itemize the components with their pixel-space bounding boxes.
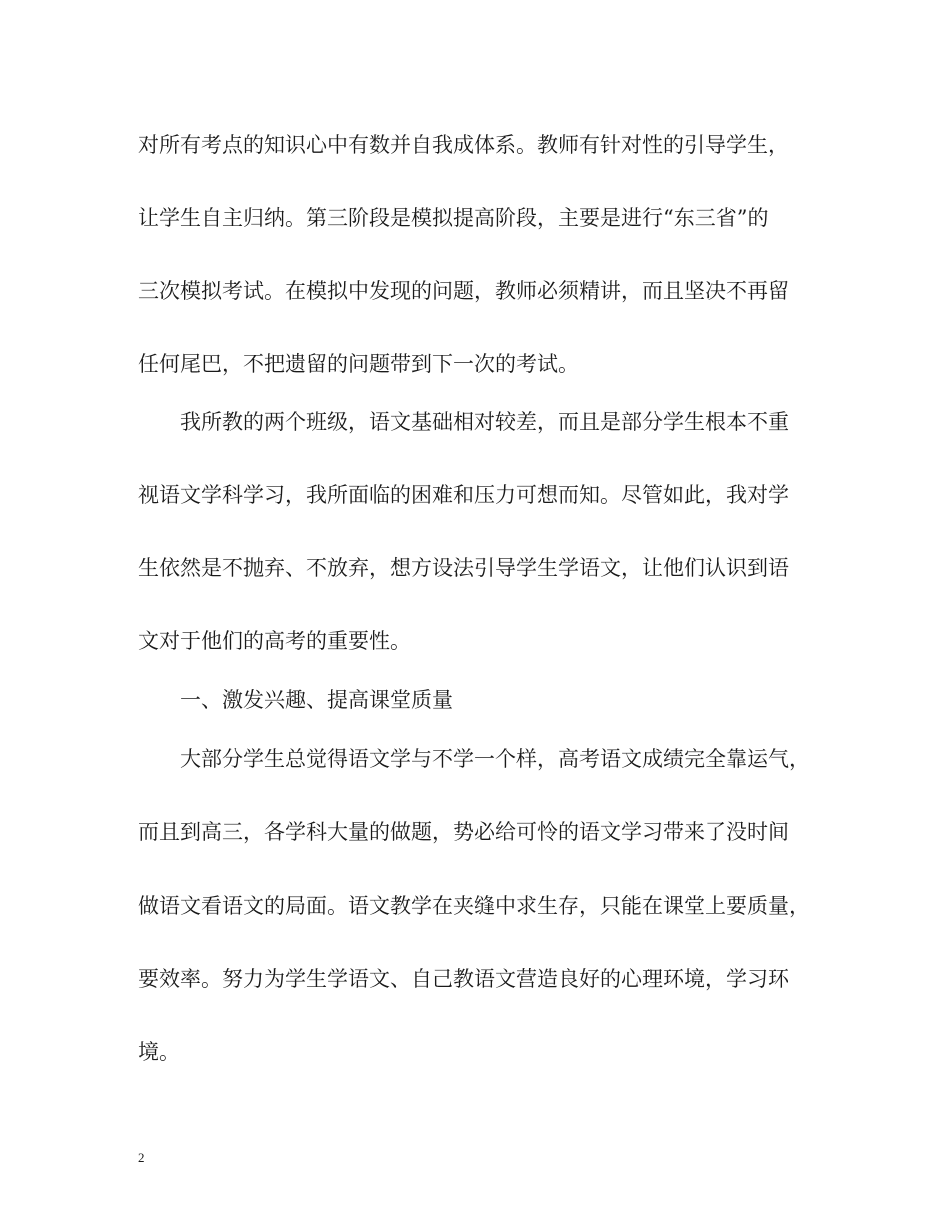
section-heading: 一、激发兴趣、提高课堂质量	[180, 688, 453, 712]
text-line-5: 我所教的两个班级，语文基础相对较差，而且是部分学生根本不重	[180, 410, 789, 434]
text-line-3: 三次模拟考试。在模拟中发现的问题，教师必须精讲，而且坚决不再留	[138, 279, 789, 303]
text-line-6: 视语文学科学习，我所面临的困难和压力可想而知。尽管如此，我对学	[138, 483, 789, 507]
text-line-10: 大部分学生总觉得语文学与不学一个样，高考语文成绩完全靠运气，	[180, 747, 810, 771]
text-line-4: 任何尾巴，不把遗留的问题带到下一次的考试。	[138, 352, 579, 376]
text-line-8: 文对于他们的高考的重要性。	[138, 629, 411, 653]
text-line-12: 做语文看语文的局面。语文教学在夹缝中求生存，只能在课堂上要质量，	[138, 894, 810, 918]
page-number: 2	[138, 1150, 145, 1165]
text-line-14: 境。	[138, 1040, 180, 1064]
text-line-13: 要效率。努力为学生学语文、自己教语文营造良好的心理环境，学习环	[138, 967, 789, 991]
text-line-2: 让学生自主归纳。第三阶段是模拟提高阶段，主要是进行“东三省”的	[138, 206, 769, 230]
text-line-1: 对所有考点的知识心中有数并自我成体系。教师有针对性的引导学生，	[138, 133, 789, 157]
text-line-7: 生依然是不抛弃、不放弃，想方设法引导学生学语文，让他们认识到语	[138, 556, 789, 580]
text-line-11: 而且到高三，各学科大量的做题，势必给可怜的语文学习带来了没时间	[138, 820, 789, 844]
